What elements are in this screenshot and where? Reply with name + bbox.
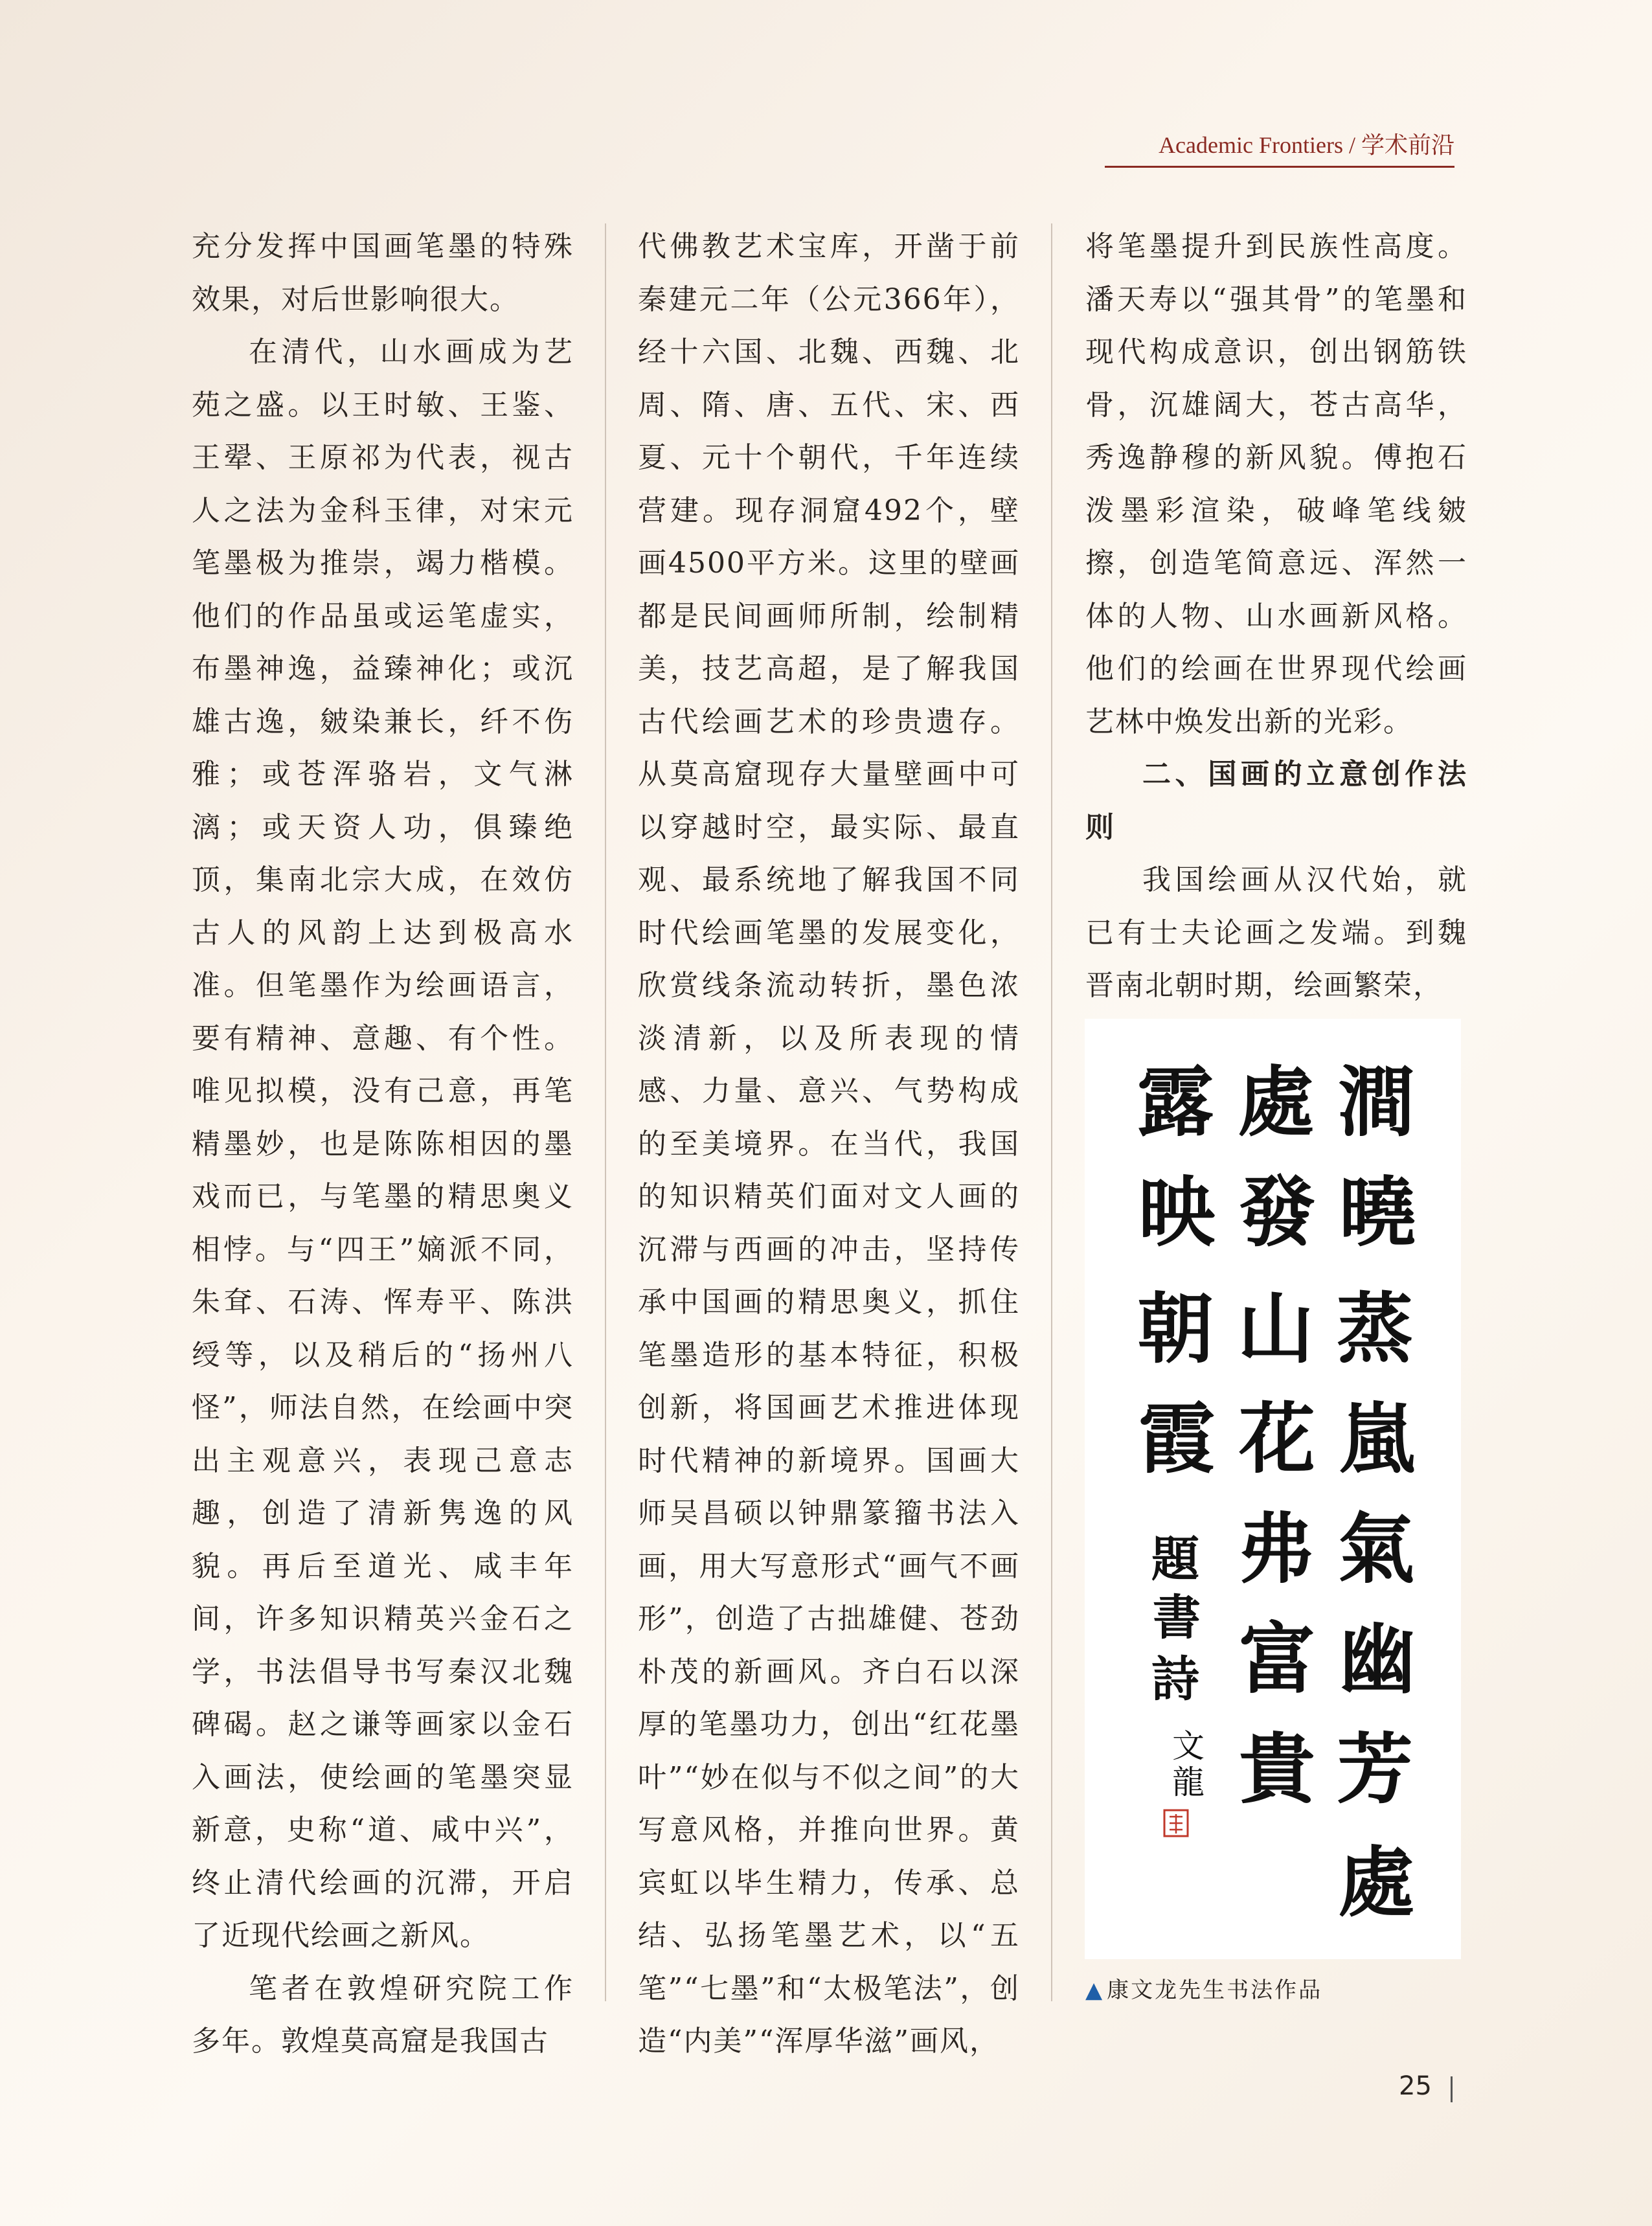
inscription-char: 題: [1151, 1532, 1199, 1587]
section-separator: /: [1342, 132, 1361, 158]
calligraphy-image: [1085, 1019, 1461, 1959]
calligraphy-char: 花: [1238, 1394, 1316, 1484]
inscription-char: 詩: [1151, 1652, 1199, 1707]
text-column-3: [1085, 220, 1467, 1012]
calligraphy-char: 貴: [1238, 1724, 1316, 1814]
paragraph: 笔者在敦煌研究院工作多年。敦煌莫高窟是我国古: [192, 1971, 574, 2058]
paragraph: 在清代，山水画成为艺苑之盛。以王时敏、王鉴、王翚、王原祁为代表，视古人之法为金科玉律，对宋元笔墨极为推崇，竭力楷模。他们的作品虽或运笔虚实，布墨神逸，益臻神化；或沉雄古逸，皴染兼长，纤不伤雅；或苍浑骆岩，文气淋漓；或天资人功，俱臻绝顶，集南北宗大成，在效仿古人的风韵上达到极高水准。但笔墨作为绘画语言，要有精神、意趣、有个性。唯见拟模，没有己意，再笔精墨妙，也是陈陈相因的墨戏而已，与笔墨的精思奥义相悖。与“四王”嫡派不同，朱耷、石涛、恽寿平、陈洪绶等，以及稍后的“扬州八怪”，师法自然，在绘画中突出主观意兴，表现己意志趣，创造了清新隽逸的风貌。再后至道光、咸丰年间，许多知识精英兴金石之学，书法倡导书写秦汉北魏碑碣。赵之谦等画家以金石入画法，使绘画的笔墨突显新意，史称“道、咸中兴”，终止清代绘画的沉滞，开启了近现代绘画之新风。: [192, 335, 574, 1952]
column-divider: [1051, 223, 1052, 2001]
calligraphy-char: 映: [1138, 1167, 1216, 1257]
paragraph: 充分发挥中国画笔墨的特殊效果，对后世影响很大。: [192, 230, 574, 316]
calligraphy-char: 山: [1237, 1284, 1315, 1374]
page-number-bar: [1451, 2076, 1453, 2102]
calligraphy-char: 芳: [1336, 1724, 1414, 1814]
text-column-1: [192, 220, 574, 2068]
calligraphy-char: 弗: [1237, 1504, 1315, 1594]
calligraphy-char: 霞: [1138, 1394, 1216, 1484]
section-title-cn: 学术前沿: [1361, 132, 1454, 158]
calligraphy-char: 露: [1137, 1057, 1214, 1147]
image-caption: [1085, 1972, 1322, 2004]
calligraphy-char: 幽: [1339, 1614, 1416, 1704]
header-rule: [1105, 166, 1454, 168]
section-header: [1105, 127, 1454, 160]
calligraphy-char: 嵐: [1339, 1394, 1416, 1484]
triangle-marker-icon: ▲: [1085, 1977, 1105, 2003]
text-column-2: [638, 220, 1020, 2068]
caption-text: 康文龙先生书法作品: [1107, 1977, 1323, 2003]
column-divider: [605, 223, 606, 2001]
calligraphy-char: 富: [1238, 1614, 1316, 1704]
section-title-en: Academic Frontiers: [1159, 132, 1343, 158]
calligraphy-char: 發: [1238, 1167, 1316, 1257]
signature-char: 龍: [1172, 1764, 1205, 1801]
calligraphy-char: 曉: [1339, 1167, 1416, 1257]
inscription-char: 書: [1153, 1590, 1201, 1646]
calligraphy-char: 處: [1337, 1837, 1415, 1927]
page-number: 25: [1399, 2071, 1432, 2101]
paragraph: 代佛教艺术宝库，开凿于前秦建元二年（公元366年），经十六国、北魏、西魏、北周、隋、唐、五代、宋、西夏、元十个朝代，千年连续营建。现存洞窟492个，壁画4500平方米。这里的壁画都是民间画师所制，绘制精美，技艺高超，是了解我国古代绘画艺术的珍贵遗存。从莫高窟现存大量壁画中可以穿越时空，最实际、最直观、最系统地了解我国不同时代绘画笔墨的发展变化，欣赏线条流动转折，墨色浓淡清新，以及所表现的情感、力量、意兴、气势构成的至美境界。在当代，我国的知识精英们面对文人画的沉滞与西画的冲击，坚持传承中国画的精思奥义，抓住笔墨造形的基本特征，积极创新，将国画艺术推进体现时代精神的新境界。国画大师吴昌硕以钟鼎篆籀书法入画，用大写意形式“画气不画形”，创造了古拙雄健、苍劲朴茂的新画风。齐白石以深厚的笔墨功力，创出“红花墨叶”“妙在似与不似之间”的大写意风格，并推向世界。黄宾虹以毕生精力，传承、总结、弘扬笔墨艺术，以“五笔”“七墨”和“太极笔法”，创造“内美”“浑厚华滋”画风，: [638, 230, 1020, 2058]
calligraphy-char: 處: [1237, 1057, 1315, 1147]
calligraphy-artwork: [1085, 1019, 1461, 1959]
section-heading: 二、国画的立意创作法则: [1085, 758, 1467, 844]
signature-char: 文: [1172, 1727, 1205, 1765]
calligraphy-char: 朝: [1137, 1284, 1214, 1374]
red-seal-icon: [1164, 1810, 1188, 1836]
calligraphy-char: 氣: [1337, 1504, 1415, 1594]
paragraph: 我国绘画从汉代始，就已有士夫论画之发端。到魏晋南北朝时期，绘画繁荣，: [1085, 863, 1467, 1002]
calligraphy-char: 蒸: [1336, 1284, 1414, 1374]
calligraphy-char: 澗: [1337, 1057, 1415, 1147]
paragraph: 将笔墨提升到民族性高度。潘天寿以“强其骨”的笔墨和现代构成意识，创出钢筋铁骨，沉雄阔大，苍古高华，秀逸静穆的新风貌。傅抱石泼墨彩渲染，破峰笔线皴擦，创造笔简意远、浑然一体的人物、山水画新风格。他们的绘画在世界现代绘画艺林中焕发出新的光彩。: [1085, 230, 1467, 738]
